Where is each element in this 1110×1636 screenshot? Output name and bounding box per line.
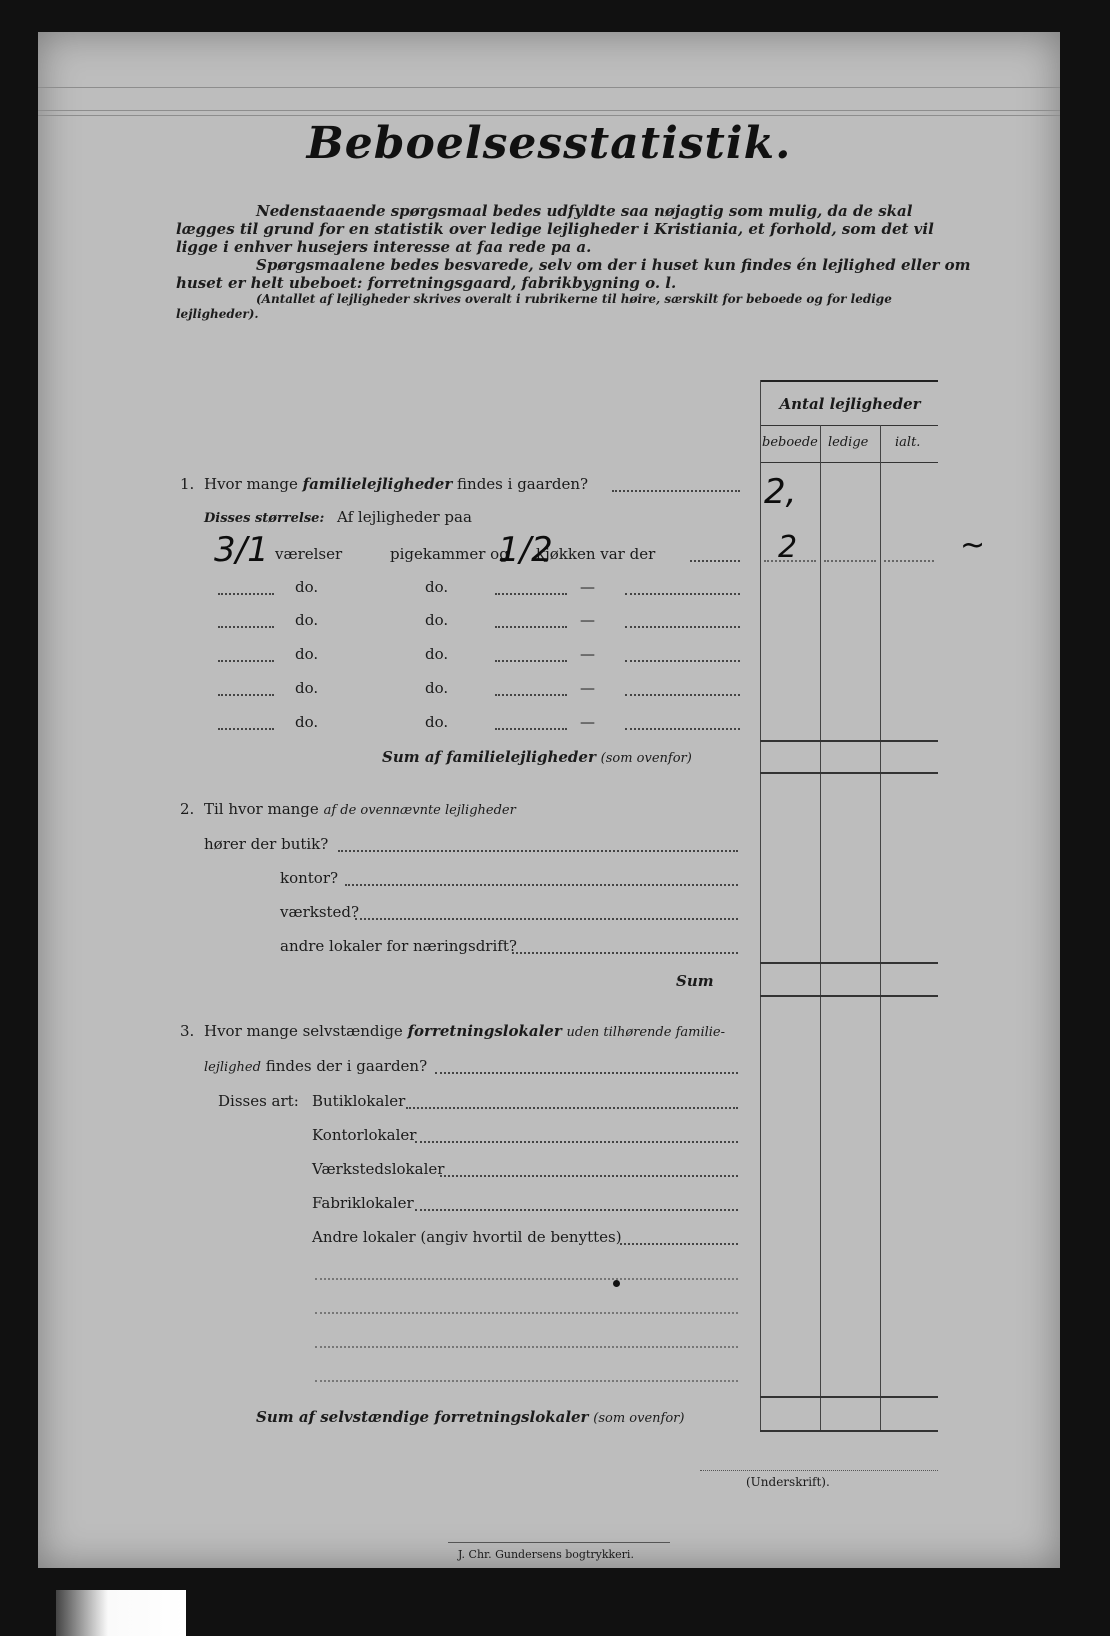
q3-fabrik: Fabriklokaler bbox=[312, 1194, 414, 1212]
scan-artifact bbox=[56, 1590, 186, 1636]
q1-dash-1: — bbox=[580, 578, 595, 596]
q3-vaerksted: Værkstedslokaler bbox=[312, 1160, 445, 1178]
q1-do-5a: do. bbox=[295, 713, 319, 731]
q3-sum-label: Sum af selvstændige forretningslokaler bbox=[256, 1408, 589, 1426]
q3-sum-post: (som ovenfor) bbox=[593, 1411, 685, 1426]
q1-do-4b: do. bbox=[425, 679, 449, 697]
q2-vaerksted: værksted? bbox=[280, 903, 360, 921]
q3-line2-text: findes der i gaarden? bbox=[265, 1057, 428, 1075]
q1-dash-2: — bbox=[580, 611, 595, 629]
q3-andre: Andre lokaler (angiv hvortil de benyttes) bbox=[312, 1228, 622, 1246]
q1-sum-post: (som ovenfor) bbox=[600, 751, 692, 766]
q2-butik: hører der butik? bbox=[204, 835, 329, 853]
q1-row-vaerelser: værelser bbox=[275, 545, 343, 563]
q1-sum-label: Sum af familielejligheder bbox=[382, 748, 596, 766]
q3-line2 bbox=[204, 1057, 427, 1075]
handwritten-rooms: 3/1 bbox=[214, 530, 269, 570]
q1-do-1a: do. bbox=[295, 578, 319, 596]
q3-line2-emphasis: lejlighed bbox=[204, 1060, 261, 1075]
q1-do-1b: do. bbox=[425, 578, 449, 596]
q3-line bbox=[204, 1022, 725, 1040]
q2-sum-label: Sum bbox=[676, 972, 714, 990]
q2-pre: Til hvor mange bbox=[204, 800, 319, 818]
q2-line bbox=[204, 800, 516, 818]
q3-number: 3. bbox=[180, 1022, 195, 1040]
handwritten-q1-beboede: 2, bbox=[764, 472, 797, 512]
q3-post: uden tilhørende familie- bbox=[566, 1025, 726, 1040]
handwritten-kitchens: 1/2 bbox=[498, 530, 553, 570]
table-header-group: Antal lejligheder bbox=[779, 395, 921, 413]
ink-dot bbox=[613, 1280, 620, 1287]
handwritten-margin-mark: ~ bbox=[960, 528, 986, 563]
q1-do-3a: do. bbox=[295, 645, 319, 663]
q1-do-2a: do. bbox=[295, 611, 319, 629]
q1-number: 1. bbox=[180, 475, 195, 493]
q1-row-pigekammer: pigekammer og bbox=[390, 545, 509, 563]
intro-text bbox=[176, 202, 976, 322]
intro-paragraph-1: Nedenstaaende spørgsmaal bedes udfyldte saa nøjagtig som mulig, da de skal lægges til grund for en statistik over ledige lejligheder i Kristiania, et forhold, som det vil ligge i enhver husejers interesse at faa rede pa a. bbox=[176, 202, 934, 256]
signature-label: (Underskrift). bbox=[746, 1475, 830, 1489]
q1-dash-3: — bbox=[580, 645, 595, 663]
q3-kontor: Kontorlokaler bbox=[312, 1126, 417, 1144]
intro-paragraph-2: Spørgsmaalene bedes besvarede, selv om der i huset kun findes én lejlighed eller om huset er helt ubeboet: forretningsgaard, fabrikbygning o. l. bbox=[176, 256, 971, 292]
q1-do-5b: do. bbox=[425, 713, 449, 731]
intro-paragraph-3: (Antallet af lejligheder skrives overalt i rubrikerne til høire, særskilt for beboede og for ledige lejligheder). bbox=[176, 292, 892, 321]
q3-art-label: Disses art: bbox=[218, 1092, 299, 1110]
q1-do-3b: do. bbox=[425, 645, 449, 663]
printer-imprint: J. Chr. Gundersens bogtrykkeri. bbox=[458, 1548, 634, 1561]
q1-pre: Hvor mange bbox=[204, 475, 298, 493]
q2-andre: andre lokaler for næringsdrift? bbox=[280, 937, 517, 955]
q1-sum-line bbox=[382, 748, 692, 766]
q1-row-kjokken: kjøkken var der bbox=[536, 545, 656, 563]
q1-do-4a: do. bbox=[295, 679, 319, 697]
q3-emphasis: forretningslokaler bbox=[407, 1022, 562, 1040]
q2-emphasis: af de ovennævnte lejligheder bbox=[323, 803, 516, 818]
q2-kontor: kontor? bbox=[280, 869, 339, 887]
q2-number: 2. bbox=[180, 800, 195, 818]
form-title: Beboelsesstatistik. bbox=[306, 118, 792, 169]
q1-dash-4: — bbox=[580, 679, 595, 697]
q1-size-line bbox=[204, 508, 472, 526]
q1-emphasis: familielejligheder bbox=[302, 475, 453, 493]
q1-dash-5: — bbox=[580, 713, 595, 731]
q1-post: findes i gaarden? bbox=[457, 475, 589, 493]
q1-size-text: Af lejligheder paa bbox=[337, 508, 472, 526]
handwritten-row1-beboede: 2 bbox=[778, 530, 798, 565]
table-header-ledige: ledige bbox=[828, 435, 869, 450]
q3-sum-line bbox=[256, 1408, 684, 1426]
q3-pre: Hvor mange selvstændige bbox=[204, 1022, 403, 1040]
table-header-beboede: beboede bbox=[762, 435, 818, 450]
q3-butik: Butiklokaler bbox=[312, 1092, 406, 1110]
q1-do-2b: do. bbox=[425, 611, 449, 629]
q1-line bbox=[204, 475, 588, 493]
table-header-ialt: ialt. bbox=[895, 435, 921, 450]
q1-size-label: Disses størrelse: bbox=[204, 511, 325, 526]
